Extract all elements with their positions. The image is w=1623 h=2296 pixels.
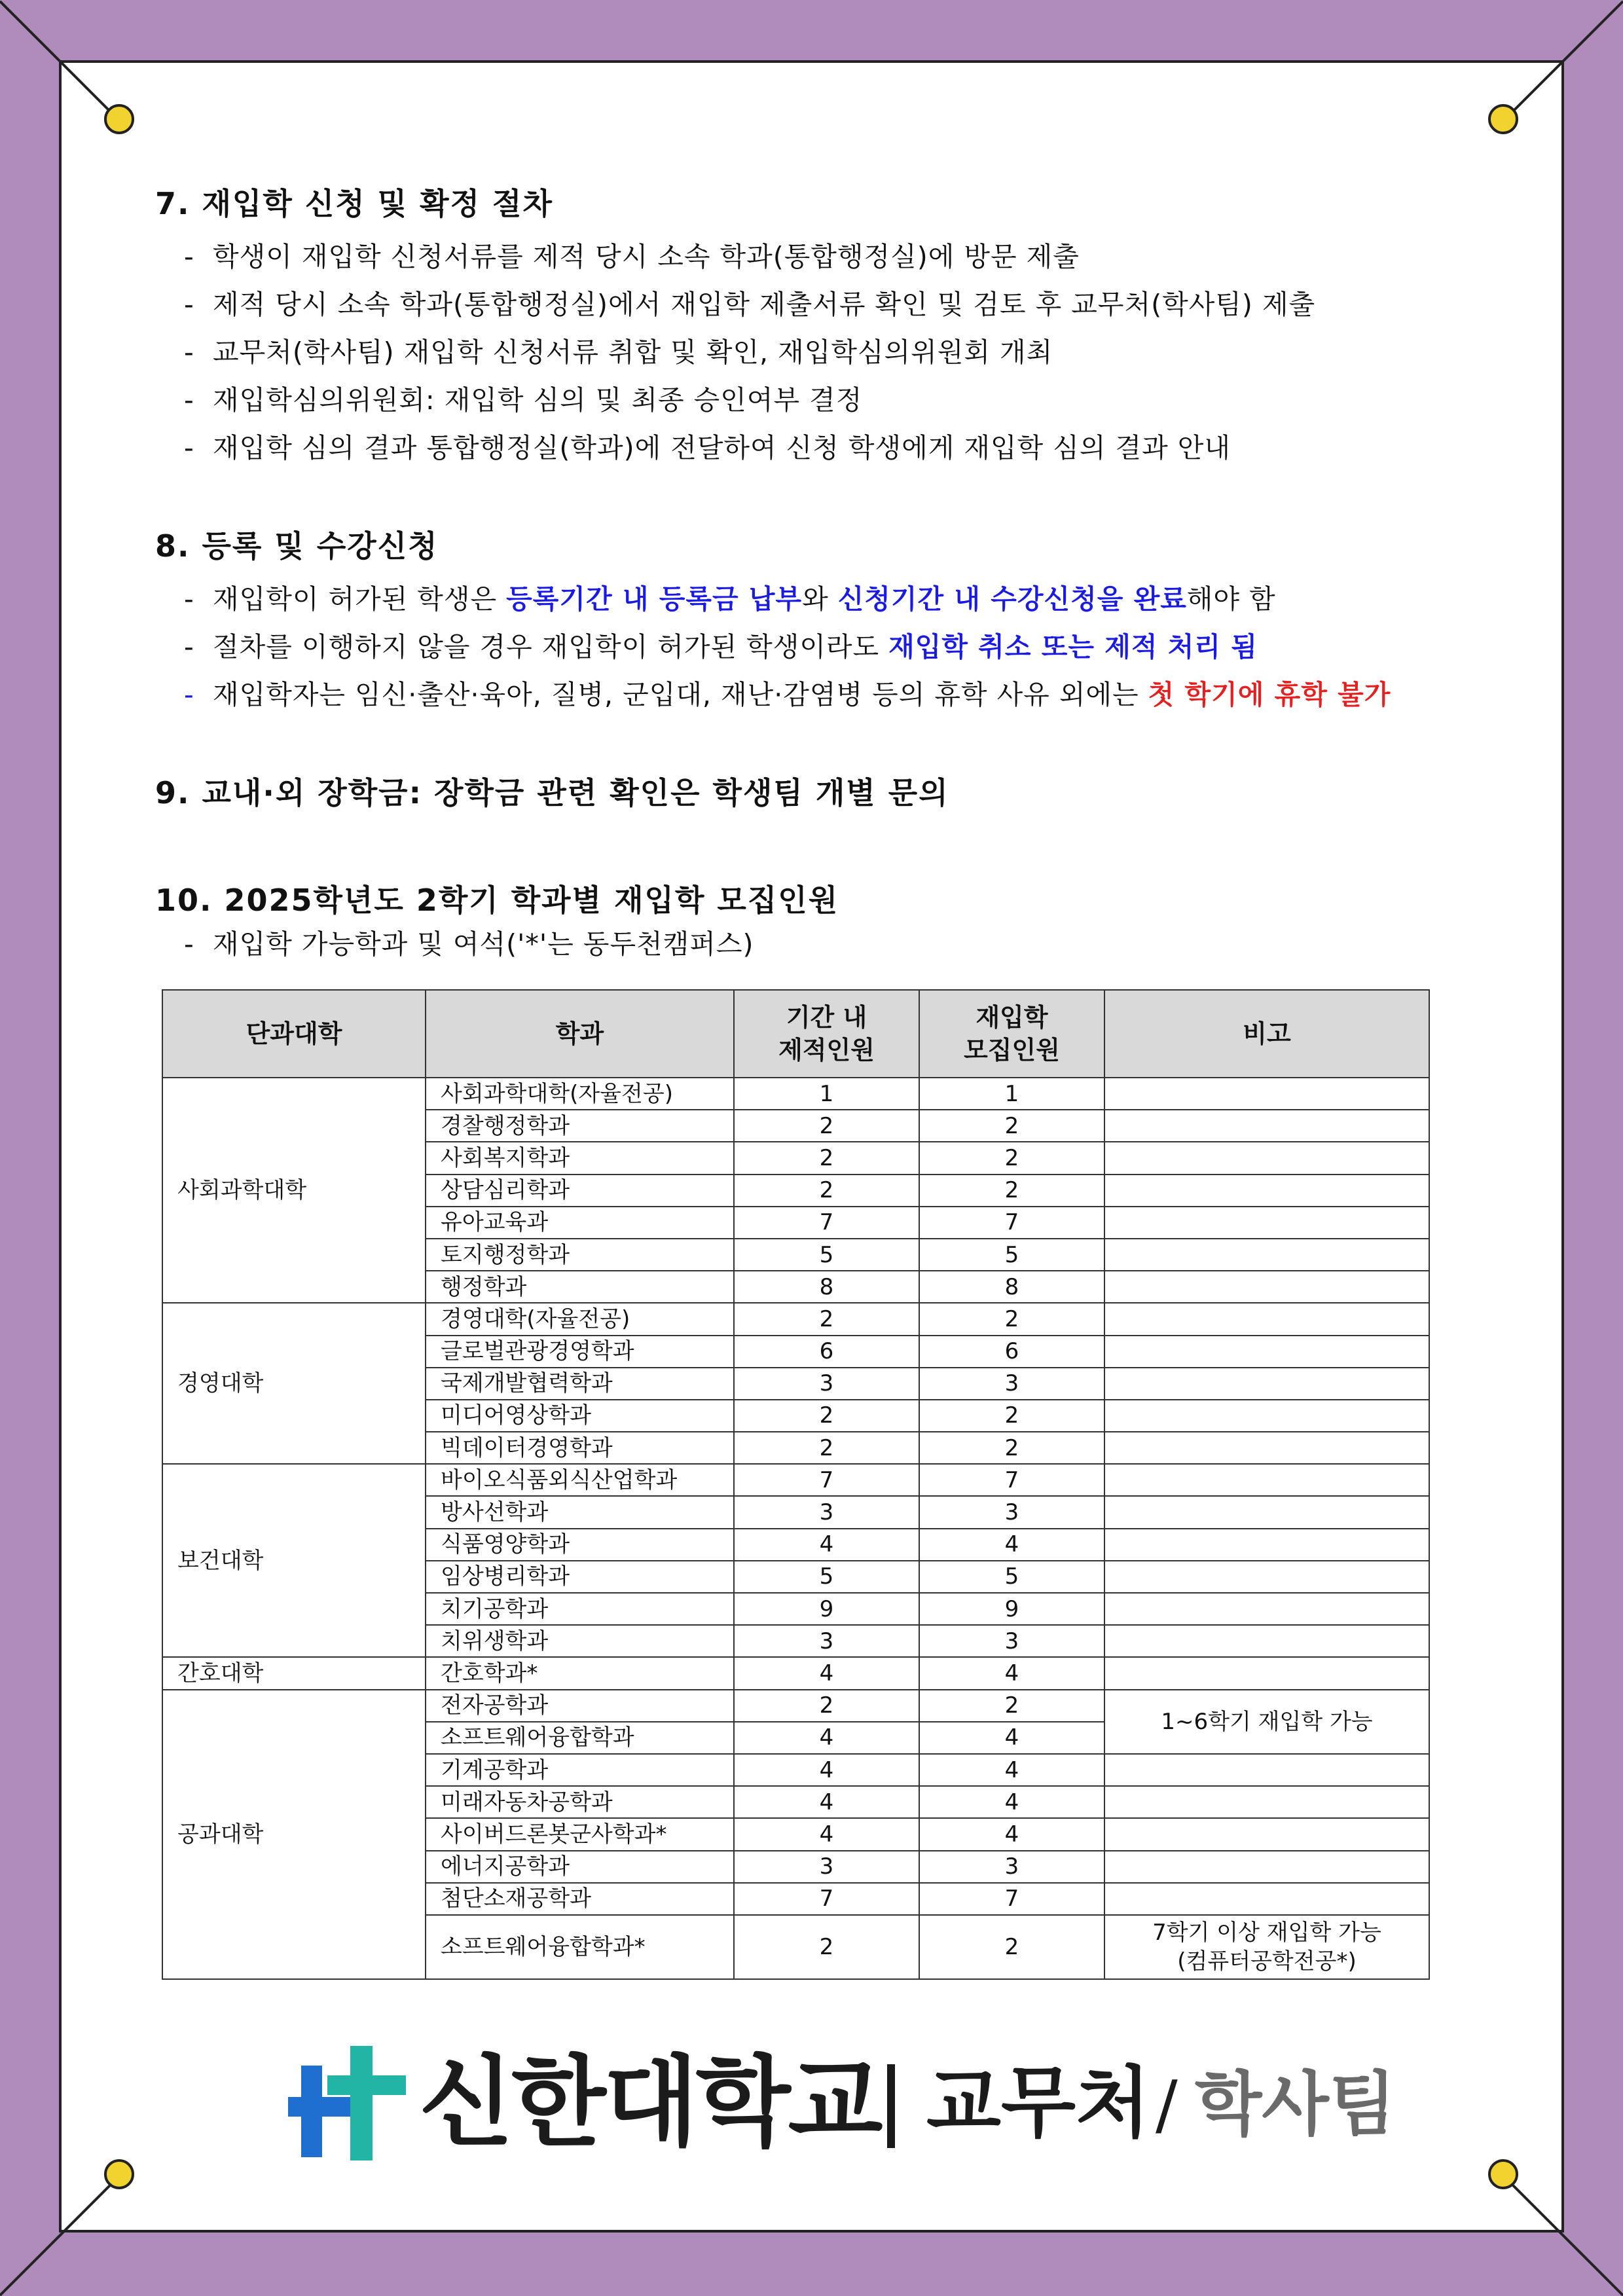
dismissed-cell: 2: [734, 1690, 919, 1722]
note-cell: [1104, 1561, 1429, 1593]
table-row: [162, 1078, 1429, 1110]
recruit-cell: 2: [919, 1400, 1104, 1432]
department-cell: 임상병리학과: [426, 1561, 734, 1593]
recruit-cell: 5: [919, 1561, 1104, 1593]
table-row: [162, 1303, 1429, 1335]
note-cell: 1~6학기 재입학 가능: [1104, 1690, 1429, 1754]
list-item: - 절차를 이행하지 않을 경우 재입학이 허가된 학생이라도 재입학 취소 또는 제적 처리 됨: [184, 631, 1258, 663]
department-cell: 국제개발협력학과: [426, 1368, 734, 1400]
pin-bottom-left: [104, 2159, 134, 2189]
recruit-cell: 7: [919, 1883, 1104, 1915]
dismissed-cell: 2: [734, 1303, 919, 1335]
recruitment-table: [162, 989, 1430, 1980]
department-cell: 빅데이터경영학과: [426, 1432, 734, 1464]
recruit-cell: 3: [919, 1851, 1104, 1883]
department-cell: 글로벌관광경영학과: [426, 1336, 734, 1368]
list-item: - 학생이 재입학 신청서류를 제적 당시 소속 학과(통합행정실)에 방문 제출: [184, 241, 1080, 272]
section-title: 7. 재입학 신청 및 확정 절차: [155, 186, 553, 221]
list-item: - 재입학자는 임신·출산·육아, 질병, 군입대, 재난·감염병 등의 휴학 사유 외에는 첫 학기에 휴학 불가: [184, 679, 1391, 710]
department-cell: 바이오식품외식산업학과: [426, 1464, 734, 1496]
note-cell: [1104, 1754, 1429, 1786]
header-note: 비고: [1104, 990, 1429, 1078]
dismissed-cell: 7: [734, 1464, 919, 1496]
recruit-cell: 4: [919, 1529, 1104, 1561]
dismissed-cell: 4: [734, 1657, 919, 1689]
recruit-cell: 3: [919, 1368, 1104, 1400]
recruit-cell: 9: [919, 1593, 1104, 1625]
note-cell: [1104, 1464, 1429, 1496]
dismissed-cell: 3: [734, 1496, 919, 1528]
note-cell: [1104, 1851, 1429, 1883]
list-item: - 교무처(학사팀) 재입학 신청서류 취합 및 확인, 재입학심의위원회 개최: [184, 337, 1053, 368]
department-cell: 미디어영상학과: [426, 1400, 734, 1432]
table-row: [162, 1657, 1429, 1689]
department-cell: 소프트웨어융합학과*: [426, 1915, 734, 1979]
logo-slash: /: [1156, 2066, 1178, 2143]
department-cell: 전자공학과: [426, 1690, 734, 1722]
recruitment-note: [155, 920, 1478, 968]
recruit-cell: 2: [919, 1142, 1104, 1174]
logo-team-name: 학사팀: [1195, 2064, 1396, 2145]
department-cell: 에너지공학과: [426, 1851, 734, 1883]
dismissed-cell: 4: [734, 1818, 919, 1850]
note-cell: [1104, 1142, 1429, 1174]
note-cell: 7학기 이상 재입학 가능 (컴퓨터공학전공*): [1104, 1915, 1429, 1979]
note-cell: [1104, 1657, 1429, 1689]
header-department: 학과: [426, 990, 734, 1078]
logo-divider: [887, 2064, 895, 2148]
recruit-cell: 4: [919, 1818, 1104, 1850]
recruit-cell: 2: [919, 1915, 1104, 1979]
section-scholarship: [155, 773, 1478, 813]
recruit-cell: 2: [919, 1690, 1104, 1722]
college-cell: 공과대학: [162, 1690, 426, 1979]
note-cell: [1104, 1368, 1429, 1400]
section-title: 8. 등록 및 수강신청: [155, 528, 439, 564]
note-cell: [1104, 1593, 1429, 1625]
note-cell: [1104, 1336, 1429, 1368]
section-reentry-procedure: [155, 183, 1478, 472]
dismissed-cell: 4: [734, 1529, 919, 1561]
dismissed-cell: 4: [734, 1754, 919, 1786]
section-registration: [155, 526, 1478, 719]
dismissed-cell: 7: [734, 1883, 919, 1915]
pin-top-left: [104, 104, 134, 134]
note-cell: [1104, 1207, 1429, 1239]
dismissed-cell: 2: [734, 1175, 919, 1207]
dismissed-cell: 2: [734, 1110, 919, 1142]
dismissed-cell: 2: [734, 1432, 919, 1464]
table-row: [162, 1464, 1429, 1496]
pin-top-right: [1488, 104, 1518, 134]
list-item: - 재입학심의위원회: 재입학 심의 및 최종 승인여부 결정: [184, 384, 863, 416]
procedure-list: [155, 233, 1478, 472]
dismissed-cell: 3: [734, 1625, 919, 1657]
dismissed-cell: 1: [734, 1078, 919, 1110]
list-item: - 재입학 심의 결과 통합행정실(학과)에 전달하여 신청 학생에게 재입학 심의 결과 안내: [184, 432, 1231, 464]
note-cell: [1104, 1496, 1429, 1528]
recruit-cell: 2: [919, 1432, 1104, 1464]
pin-bottom-right: [1488, 2159, 1518, 2189]
department-cell: 토지행정학과: [426, 1239, 734, 1271]
note-cell: [1104, 1625, 1429, 1657]
recruit-cell: 3: [919, 1625, 1104, 1657]
table-header-row: [162, 990, 1429, 1078]
note-cell: [1104, 1400, 1429, 1432]
table-row: [162, 1690, 1429, 1722]
department-cell: 상담심리학과: [426, 1175, 734, 1207]
note-cell: [1104, 1432, 1429, 1464]
recruit-cell: 8: [919, 1271, 1104, 1303]
note-cell: [1104, 1883, 1429, 1915]
college-cell: 경영대학: [162, 1303, 426, 1464]
department-cell: 간호학과*: [426, 1657, 734, 1689]
section-title: 10. 2025학년도 2학기 학과별 재입학 모집인원: [155, 883, 839, 918]
section-title: 9. 교내·외 장학금: 장학금 관련 확인은 학생팀 개별 문의: [155, 775, 949, 811]
recruit-cell: 6: [919, 1336, 1104, 1368]
dismissed-cell: 4: [734, 1786, 919, 1818]
college-cell: 사회과학대학: [162, 1078, 426, 1303]
recruit-cell: 5: [919, 1239, 1104, 1271]
document-body: [155, 183, 1478, 968]
department-cell: 방사선학과: [426, 1496, 734, 1528]
college-cell: 간호대학: [162, 1657, 426, 1689]
section-recruitment: [155, 880, 1478, 968]
note-cell: [1104, 1303, 1429, 1335]
registration-list: [155, 575, 1478, 719]
department-cell: 행정학과: [426, 1271, 734, 1303]
department-cell: 미래자동차공학과: [426, 1786, 734, 1818]
dismissed-cell: 2: [734, 1142, 919, 1174]
dismissed-cell: 5: [734, 1561, 919, 1593]
department-cell: 식품영양학과: [426, 1529, 734, 1561]
note-cell: [1104, 1818, 1429, 1850]
note-cell: [1104, 1078, 1429, 1110]
list-item: - 제적 당시 소속 학과(통합행정실)에서 재입학 제출서류 확인 및 검토 후 교무처(학사팀) 제출: [184, 289, 1316, 320]
note-cell: [1104, 1529, 1429, 1561]
note-cell: [1104, 1239, 1429, 1271]
department-cell: 첨단소재공학과: [426, 1883, 734, 1915]
dismissed-cell: 3: [734, 1368, 919, 1400]
college-cell: 보건대학: [162, 1464, 426, 1657]
recruit-cell: 2: [919, 1110, 1104, 1142]
list-item: - 재입학이 허가된 학생은 등록기간 내 등록금 납부와 신청기간 내 수강신청을 완료해야 함: [184, 583, 1276, 615]
recruit-cell: 1: [919, 1078, 1104, 1110]
department-cell: 사회과학대학(자율전공): [426, 1078, 734, 1110]
department-cell: 사회복지학과: [426, 1142, 734, 1174]
dismissed-cell: 9: [734, 1593, 919, 1625]
recruit-cell: 2: [919, 1175, 1104, 1207]
note-cell: [1104, 1786, 1429, 1818]
logo-office-name: 교무처: [926, 2058, 1150, 2148]
recruit-cell: 2: [919, 1303, 1104, 1335]
university-logo: [288, 2046, 1401, 2160]
department-cell: 경영대학(자율전공): [426, 1303, 734, 1335]
university-emblem-icon: [288, 2046, 406, 2160]
recruit-cell: 7: [919, 1207, 1104, 1239]
department-cell: 경찰행정학과: [426, 1110, 734, 1142]
department-cell: 유아교육과: [426, 1207, 734, 1239]
dismissed-cell: 4: [734, 1722, 919, 1754]
recruit-cell: 4: [919, 1754, 1104, 1786]
header-college: 단과대학: [162, 990, 426, 1078]
recruit-cell: 3: [919, 1496, 1104, 1528]
dismissed-cell: 6: [734, 1336, 919, 1368]
recruit-cell: 4: [919, 1657, 1104, 1689]
recruit-cell: 4: [919, 1786, 1104, 1818]
dismissed-cell: 2: [734, 1400, 919, 1432]
note-cell: [1104, 1175, 1429, 1207]
recruit-cell: 4: [919, 1722, 1104, 1754]
header-recruit: 재입학 모집인원: [919, 990, 1104, 1078]
dismissed-cell: 5: [734, 1239, 919, 1271]
department-cell: 소프트웨어융합학과: [426, 1722, 734, 1754]
header-dismissed: 기간 내 제적인원: [734, 990, 919, 1078]
dismissed-cell: 2: [734, 1915, 919, 1979]
recruit-cell: 7: [919, 1464, 1104, 1496]
department-cell: 치기공학과: [426, 1593, 734, 1625]
note-cell: [1104, 1110, 1429, 1142]
dismissed-cell: 3: [734, 1851, 919, 1883]
note-cell: [1104, 1271, 1429, 1303]
department-cell: 기계공학과: [426, 1754, 734, 1786]
dismissed-cell: 8: [734, 1271, 919, 1303]
logo-university-name: 신한대학교: [419, 2046, 881, 2160]
dismissed-cell: 7: [734, 1207, 919, 1239]
department-cell: 치위생학과: [426, 1625, 734, 1657]
list-item: - 재입학 가능학과 및 여석('*'는 동두천캠퍼스): [184, 928, 754, 960]
department-cell: 사이버드론봇군사학과*: [426, 1818, 734, 1850]
